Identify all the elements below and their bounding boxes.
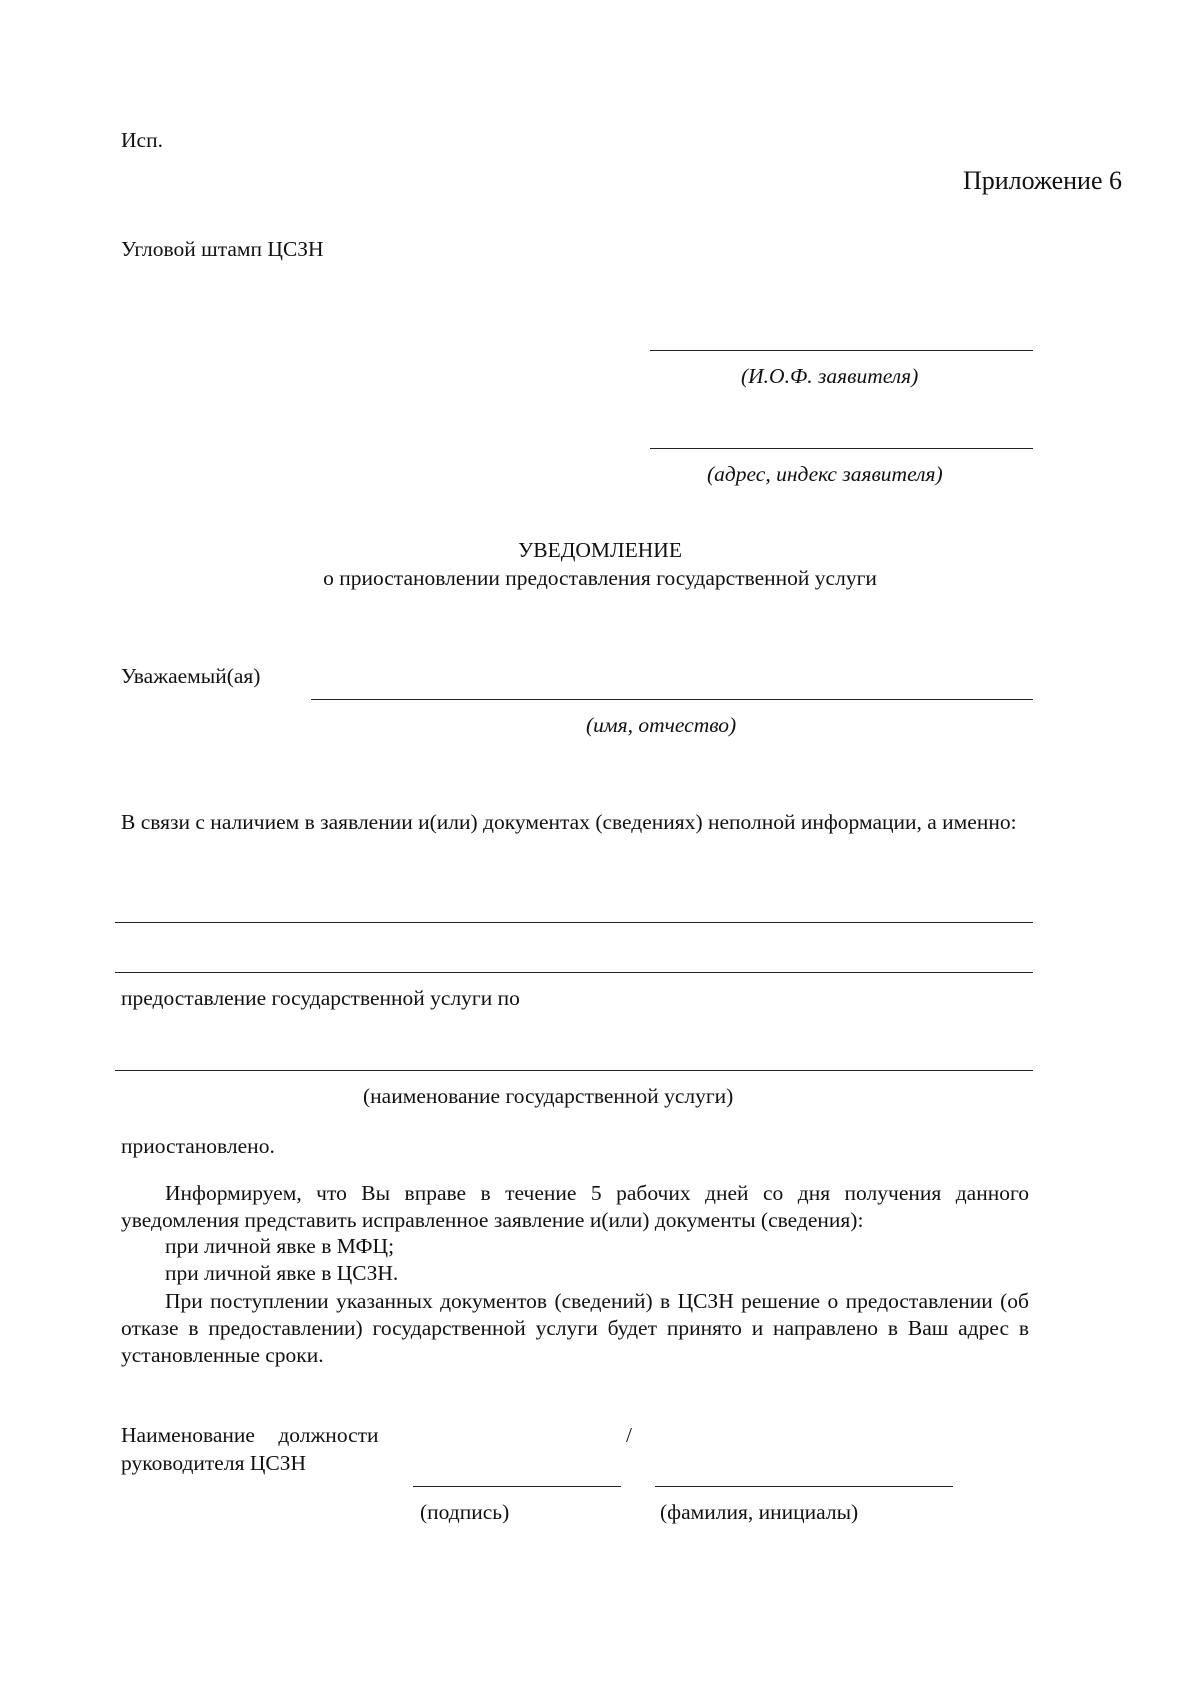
greeting-name-caption: (имя, отчество) [586,713,737,737]
signature-line [413,1486,621,1487]
decision-paragraph: При поступлении указанных документов (сведений) в ЦСЗН решение о предоставлении (об отказе в предоставлении) государственной услуги будет принято и направлено в Ваш адрес в установленные сроки. [121,1289,1029,1367]
appendix-label: Приложение 6 [962,166,1122,195]
service-name-caption: (наименование государственной услуги) [363,1084,734,1108]
inform-paragraph: Информируем, что Вы вправе в течение 5 рабочих дней со дня получения данного уведомления представить исправленное заявление и(или) документы (сведения): [121,1181,1029,1232]
recipient-name-line [650,350,1033,351]
signature-slash: / [626,1423,632,1447]
details-line-1 [115,922,1033,923]
recipient-address-line [650,448,1033,449]
position-title-line2: руководителя ЦСЗН [121,1451,306,1475]
greeting-name-line [311,699,1033,700]
document-subheading: о приостановлении предоставления государственной услуги [323,566,877,590]
full-name-caption: (фамилия, инициалы) [660,1500,859,1524]
intro-paragraph: В связи с наличием в заявлении и(или) документах (сведениях) неполной информации, а именно: [121,810,1017,834]
option-cszn: при личной явке в ЦСЗН. [165,1261,399,1285]
suspended-text: приостановлено. [121,1134,275,1158]
position-title-line1: Наименование должности [121,1423,379,1447]
service-prefix: предоставление государственной услуги по [121,986,520,1010]
full-name-line [655,1486,953,1487]
stamp-label: Угловой штамп ЦСЗН [121,237,324,261]
executor-label: Исп. [121,128,163,152]
recipient-name-caption: (И.О.Ф. заявителя) [741,364,919,388]
recipient-address-caption: (адрес, индекс заявителя) [707,462,943,486]
service-name-line [115,1070,1033,1071]
document-heading: УВЕДОМЛЕНИЕ [518,538,682,562]
details-line-2 [115,972,1033,973]
greeting-label: Уважаемый(ая) [121,664,261,688]
signature-caption: (подпись) [420,1500,510,1524]
option-mfc: при личной явке в МФЦ; [165,1234,395,1258]
